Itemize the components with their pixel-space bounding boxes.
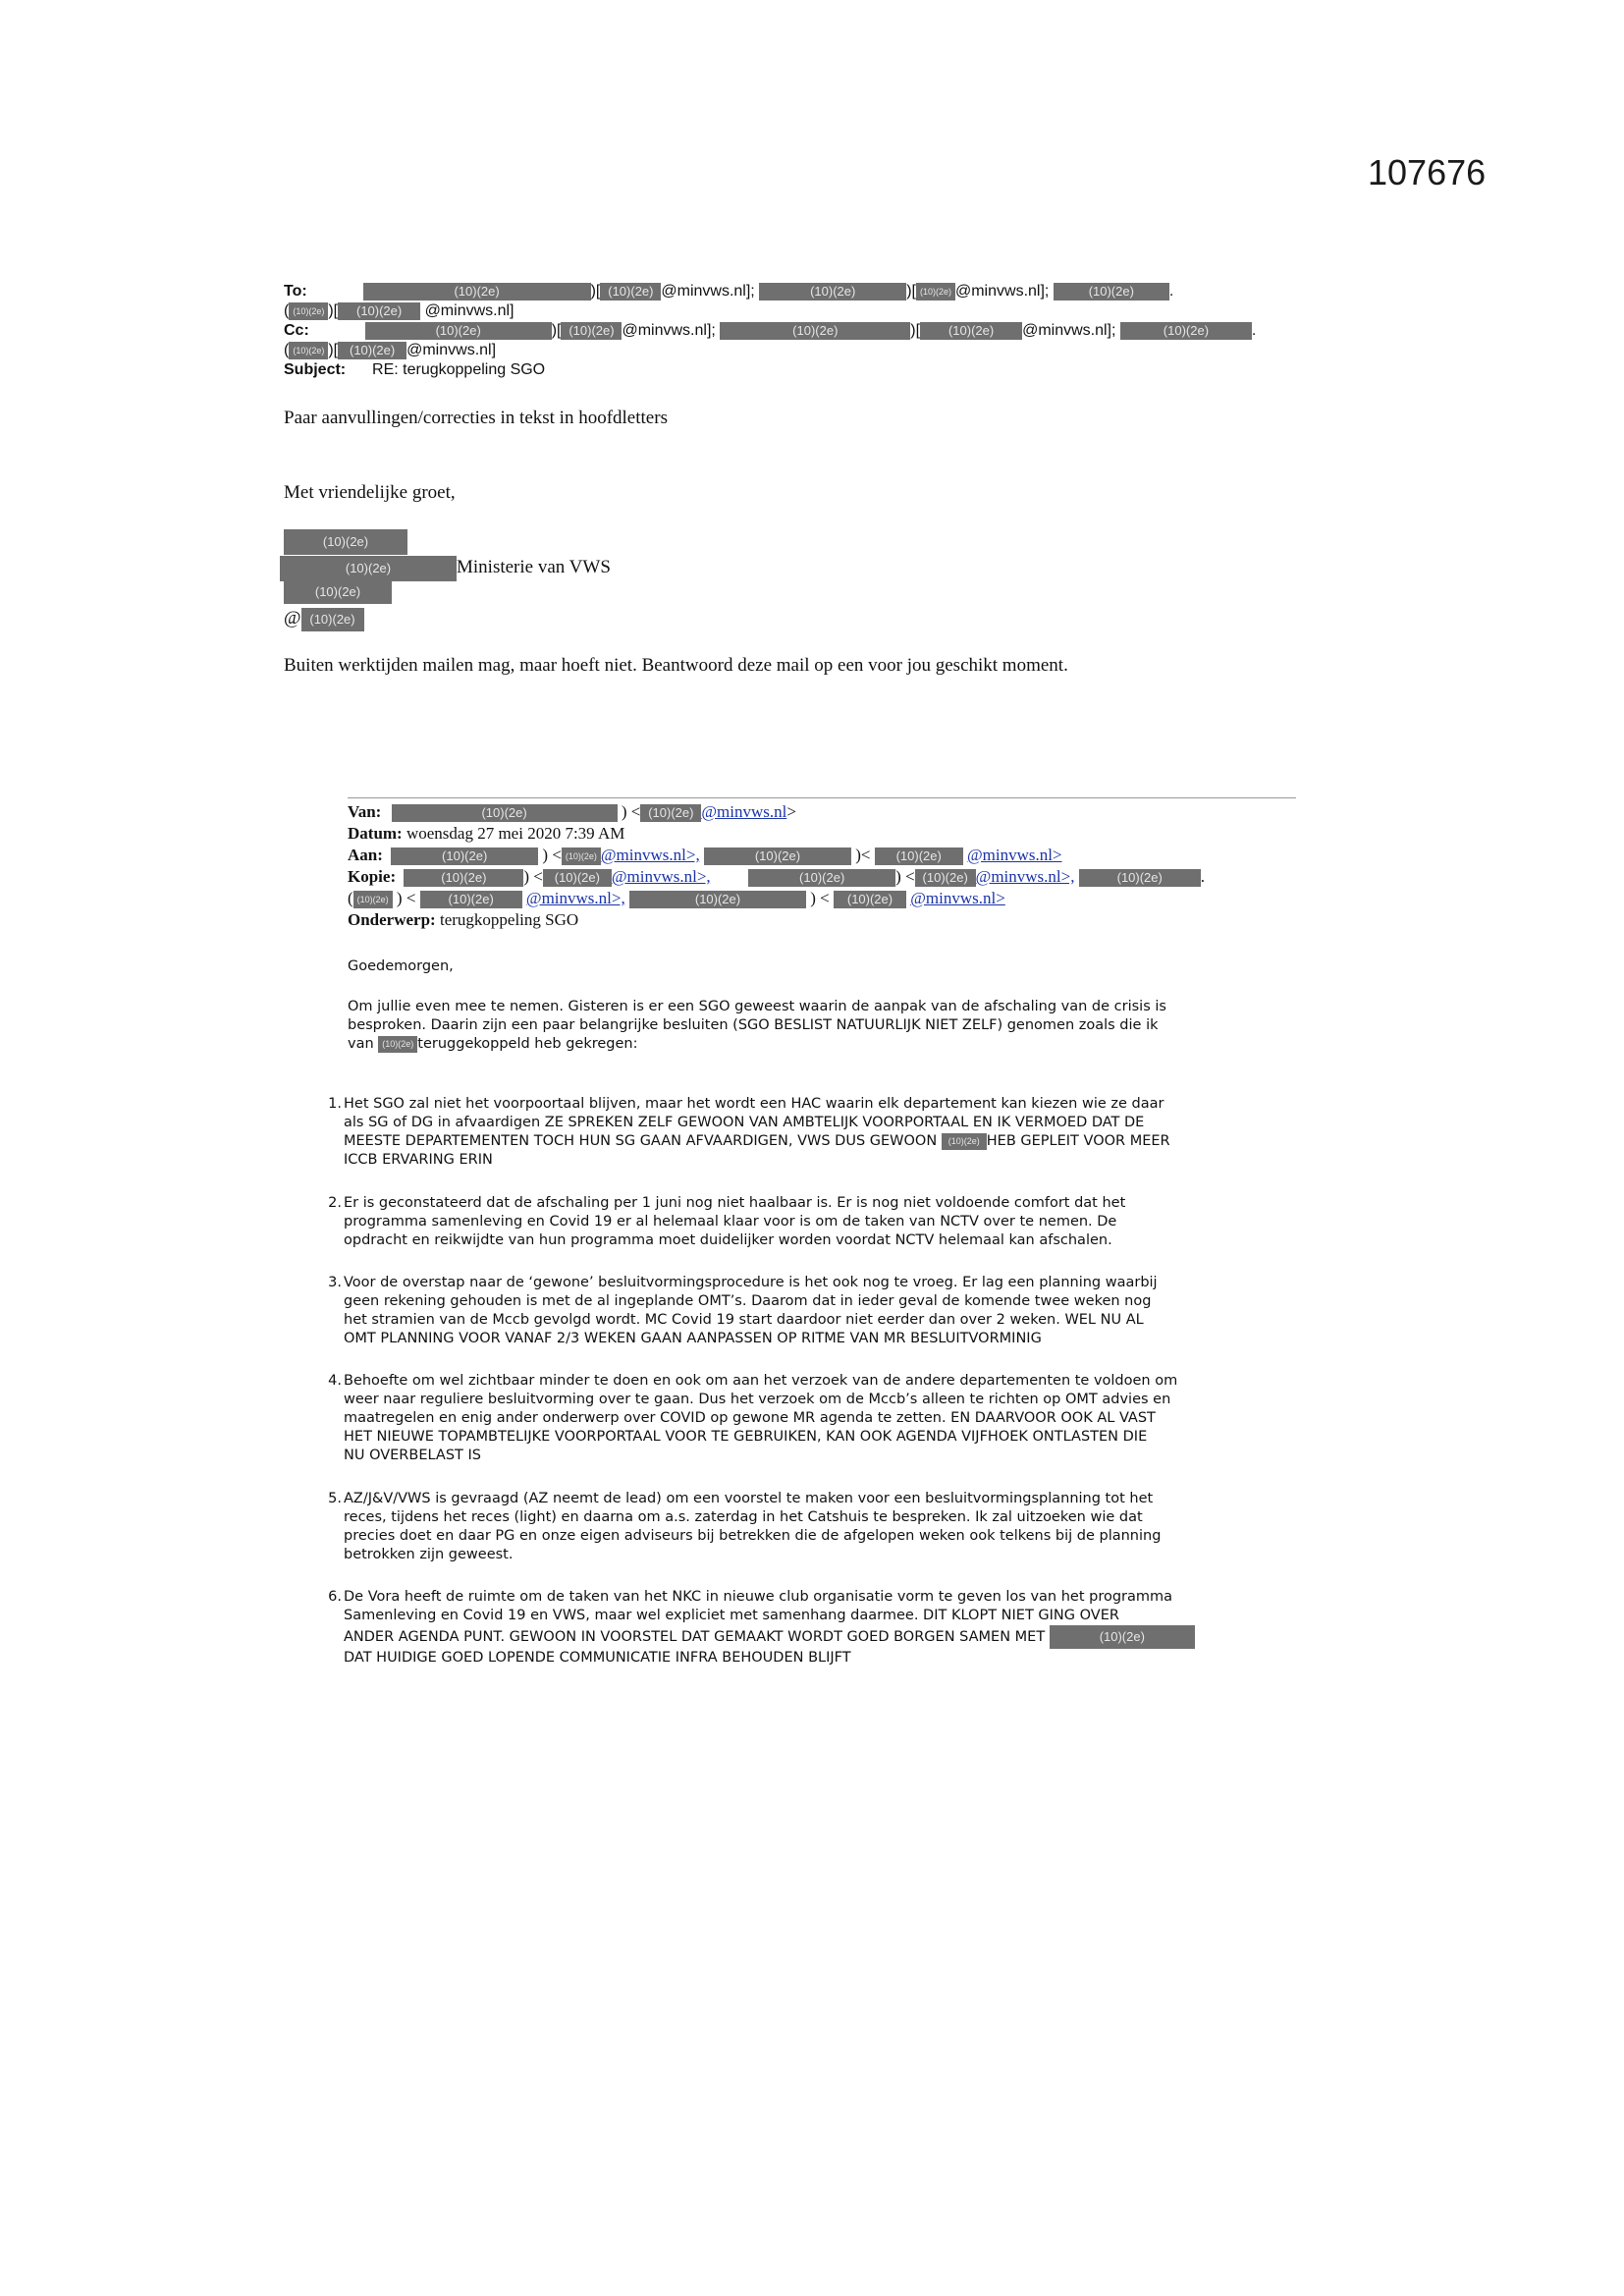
subject-label: Subject: xyxy=(284,361,347,378)
redaction-box: (10)(2e) xyxy=(1054,283,1169,301)
email-domain: @minvws.nl]; xyxy=(954,283,1050,300)
redaction-box: (10)(2e) xyxy=(720,322,910,340)
redaction-box: (10)(2e) xyxy=(1120,322,1252,340)
redaction-box: (10)(2e) xyxy=(378,1036,417,1053)
redaction-box: (10)(2e) xyxy=(915,869,976,887)
quoted-cc-2: ( (10)(2e) ) < (10)(2e) @minvws.nl>, (10)(2e) ) < (10)(2e) @minvws.nl> xyxy=(348,889,1005,907)
redaction-box: (10)(2e) xyxy=(338,342,406,359)
cc-line-1: Cc: (10)(2e) )[ (10)(2e) @minvws.nl]; (10)(2e) )[ (10)(2e) @minvws.nl]; (10)(2e) . xyxy=(284,322,1257,339)
footer-note: Buiten werktijden mailen mag, maar hoeft niet. Beantwoord deze mail op een voor jou geschikt moment. xyxy=(284,655,1068,676)
closing-greeting: Met vriendelijke groet, xyxy=(284,482,456,503)
redaction-box: (10)(2e) xyxy=(284,529,407,555)
email-link[interactable]: @minvws.nl xyxy=(701,802,787,821)
cc-label: Cc: xyxy=(284,322,309,339)
cc-line-2: ( (10)(2e) )[ (10)(2e) @minvws.nl] xyxy=(284,342,497,358)
email-link[interactable]: @minvws.nl>, xyxy=(975,867,1075,886)
document-number: 107676 xyxy=(1368,152,1487,192)
email-link[interactable]: @minvws.nl>, xyxy=(525,889,625,907)
redaction-box: (10)(2e) xyxy=(391,847,538,865)
redaction-box: (10)(2e) xyxy=(284,580,392,604)
email-domain: @minvws.nl]; xyxy=(622,322,716,339)
signature-email: @ (10)(2e) xyxy=(284,607,364,631)
redaction-box: (10)(2e) xyxy=(600,283,661,301)
redaction-box: (10)(2e) xyxy=(280,556,457,581)
redaction-box: (10)(2e) xyxy=(392,804,618,822)
quoted-intro: Om jullie even mee te nemen. Gisteren is er een SGO geweest waarin de aanpak van de afschaling van de crisis is besproken. Daarin zijn een paar belangrijke besluiten (SGO BESLIST NATUURLIJK NIET ZELF) genomen zoals die ik van (10)(2e) teruggekoppeld heb gekregen: xyxy=(348,999,1166,1052)
redaction-box: (10)(2e) xyxy=(916,283,955,301)
to-line-2: ( (10)(2e) )[ (10)(2e) @minvws.nl] xyxy=(284,302,514,319)
redaction-box: (10)(2e) xyxy=(748,869,895,887)
subject-line xyxy=(284,360,1285,380)
signature-title-row xyxy=(280,555,611,581)
redaction-box: (10)(2e) xyxy=(404,869,523,887)
email-domain: @minvws.nl]; xyxy=(1022,322,1116,339)
quoted-from: Van: (10)(2e) ) < (10)(2e) @minvws.nl> xyxy=(348,802,796,821)
subject-value: RE: terugkoppeling SGO xyxy=(372,361,546,378)
redaction-box: (10)(2e) xyxy=(365,322,552,340)
redaction-box: (10)(2e) xyxy=(561,322,622,340)
redaction-box: (10)(2e) xyxy=(353,891,393,908)
quote-divider xyxy=(348,797,1296,798)
redaction-box: (10)(2e) xyxy=(640,804,701,822)
quoted-to: Aan: (10)(2e) ) < (10)(2e) @minvws.nl>, (10)(2e) )< (10)(2e) @minvws.nl> xyxy=(348,846,1062,864)
redaction-box: (10)(2e) xyxy=(301,608,364,631)
redaction-box: (10)(2e) xyxy=(338,302,420,320)
redaction-box: (10)(2e) xyxy=(363,283,591,301)
email-link[interactable]: @minvws.nl>, xyxy=(611,867,711,886)
quoted-subject: Onderwerp: terugkoppeling SGO xyxy=(348,910,579,929)
signature-name xyxy=(284,529,407,555)
to-line-1: To: (10)(2e) )[ (10)(2e) @minvws.nl]; (10)(2e) )[ (10)(2e) @minvws.nl]; (10)(2e) . xyxy=(284,283,1174,300)
quoted-cc-1: Kopie: (10)(2e) ) < (10)(2e) @minvws.nl>, (10)(2e) ) < (10)(2e) @minvws.nl>, (10)(2e) . xyxy=(348,867,1205,886)
email-link[interactable]: @minvws.nl> xyxy=(910,889,1005,907)
redaction-box: (10)(2e) xyxy=(942,1133,987,1150)
email-domain: @minvws.nl] xyxy=(406,342,497,358)
redaction-box: (10)(2e) xyxy=(543,869,612,887)
redaction-box: (10)(2e) xyxy=(1050,1625,1195,1649)
redaction-box: (10)(2e) xyxy=(629,891,806,908)
quoted-date: Datum: woensdag 27 mei 2020 7:39 AM xyxy=(348,824,625,843)
redaction-box: (10)(2e) xyxy=(834,891,906,908)
redaction-box: (10)(2e) xyxy=(289,302,328,320)
redaction-box: (10)(2e) xyxy=(875,847,963,865)
reply-line: Paar aanvullingen/correcties in tekst in hoofdletters xyxy=(284,408,668,428)
redaction-box: (10)(2e) xyxy=(920,322,1022,340)
redaction-box: (10)(2e) xyxy=(704,847,851,865)
email-domain: @minvws.nl] xyxy=(424,302,514,319)
quoted-greeting: Goedemorgen, xyxy=(348,958,454,974)
redaction-box: (10)(2e) xyxy=(562,847,601,865)
redaction-box: (10)(2e) xyxy=(759,283,906,301)
email-link[interactable]: @minvws.nl> xyxy=(966,846,1062,864)
redaction-box: (10)(2e) xyxy=(420,891,522,908)
email-domain: @minvws.nl]; xyxy=(661,283,755,300)
to-label: To: xyxy=(284,283,307,300)
signature-phone xyxy=(284,580,392,604)
redaction-box: (10)(2e) xyxy=(1079,869,1201,887)
redaction-box: (10)(2e) xyxy=(289,342,328,359)
email-link[interactable]: @minvws.nl>, xyxy=(600,846,700,864)
ministry-name: Ministerie van VWS xyxy=(457,557,611,577)
